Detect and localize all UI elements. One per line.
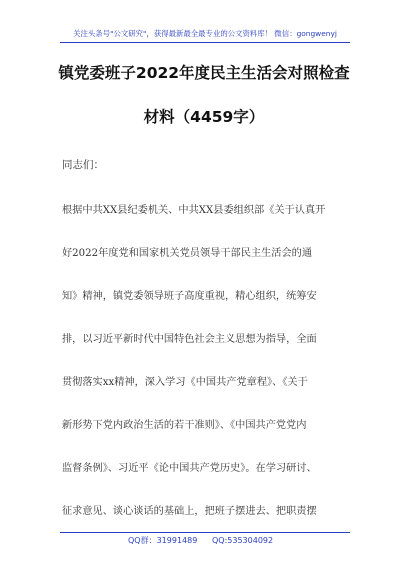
body-line: 根据中共XX县纪委机关、中共XX县委组织部《关于认真开 xyxy=(62,205,326,216)
document-title-line2: 材料（4459字） xyxy=(143,108,265,126)
body-line: 贯彻落实xx精神，深入学习《中国共产党章程》、《关于 xyxy=(62,377,308,388)
body-line: 排，以习近平新时代中国特色社会主义思想为指导，全面 xyxy=(62,334,317,345)
body-line: 新形势下党内政治生活的若干准则》、《中国共产党党内 xyxy=(62,420,307,431)
footer-qq-contact: QQ:535304092 xyxy=(212,536,274,545)
body-line: 知》精神，镇党委领导班子高度重视，精心组织，统筹安 xyxy=(62,291,317,302)
salutation: 同志们： xyxy=(62,159,104,171)
header-banner: 关注头条号"公文研究"，获得最新最全最专业的公文资料库！ 微信：gongwenyj xyxy=(60,26,350,43)
footer-qq-group: QQ群：31991489 xyxy=(128,536,198,545)
body-line: 征求意见、谈心谈话的基础上，把班子摆进去、把职责摆 xyxy=(62,506,317,517)
footer-bar xyxy=(60,532,350,547)
document-title-line1: 镇党委班子2022年度民主生活会对照检查 xyxy=(58,64,350,82)
body-line: 好2022年度党和国家机关党员领导干部民主生活会的通 xyxy=(62,248,313,259)
body-line: 监督条例》、习近平《论中国共产党历史》。在学习研讨、 xyxy=(62,463,317,474)
